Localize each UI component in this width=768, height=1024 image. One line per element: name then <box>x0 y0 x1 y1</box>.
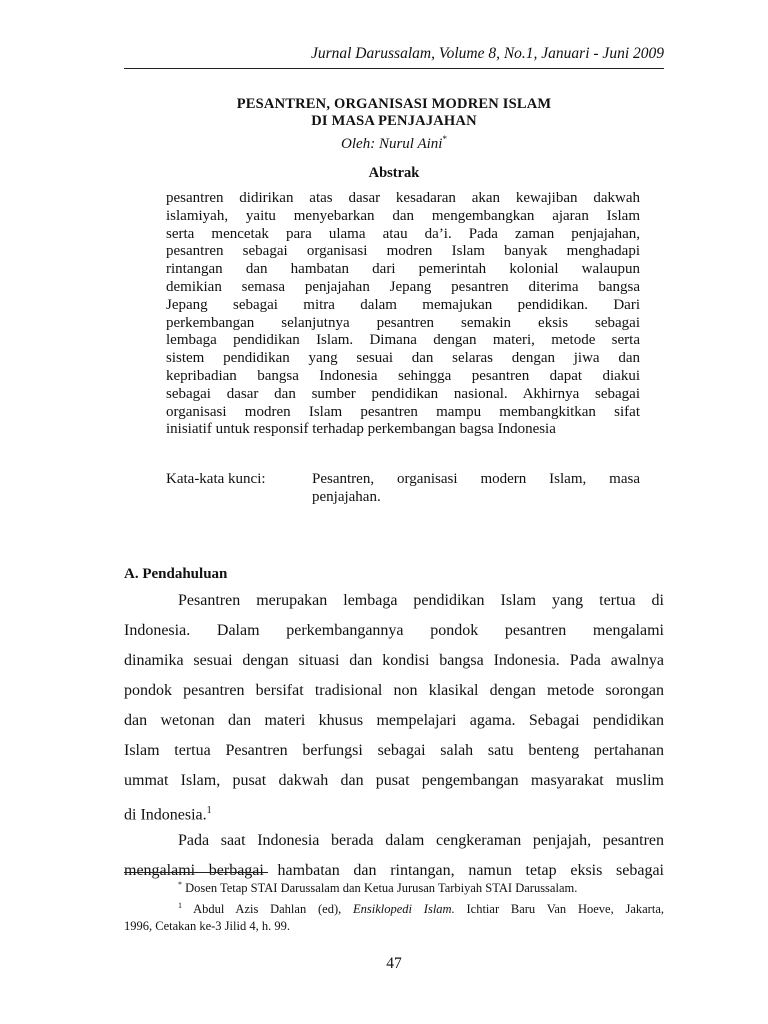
footnote-2-mark: 1 <box>178 901 182 911</box>
body-line-with-footnote <box>124 800 664 830</box>
body-line: Indonesia. Dalam perkembangannya pondok pesantren mengalami <box>124 622 664 639</box>
abstract-line: sebagai dasar dan sumber pendidikan nasional. Akhirnya sebagai <box>166 385 640 402</box>
abstract-line: demikian semasa penjajahan Jepang pesantren diterima bangsa <box>166 278 640 295</box>
body-line: mengalami berbagai hambatan dan rintangan, namun tetap eksis sebagai <box>124 862 664 879</box>
abstract-line: kepribadian bangsa Indonesia sehingga pesantren dapat diakui <box>166 367 640 384</box>
footnote-ref: 1 <box>206 805 212 816</box>
footnote-2 <box>124 897 664 918</box>
footnote-rule <box>124 872 268 873</box>
footnote-2-continued: 1996, Cetakan ke-3 Jilid 4, h. 99. <box>124 919 290 934</box>
abstract-line: Jepang sebagai mitra dalam memajukan pendidikan. Dari <box>166 296 640 313</box>
abstract-heading: Abstrak <box>368 165 420 181</box>
abstract-line: sistem pendidikan yang sesuai dan selaras dengan jiwa dan <box>166 350 640 367</box>
footnote-1-text: Dosen Tetap STAI Darussalam dan Ketua Jurusan Tarbiyah STAI Darussalam. <box>182 881 578 896</box>
abstract-line: lembaga pendidikan Islam. Dimana dengan materi, metode serta <box>166 332 640 349</box>
footnotes <box>124 876 664 935</box>
footnote-1 <box>124 876 664 897</box>
body-line: di Indonesia. <box>124 806 207 824</box>
author-footnote-mark: * <box>442 134 447 144</box>
abstract-line: perkembangan selanjutnya pesantren semakin eksis sebagai <box>166 314 640 331</box>
abstract-line: islamiyah, yaitu menyebarkan dan mengembangkan ajaran Islam <box>166 207 640 224</box>
keywords-label: Kata-kata kunci: <box>166 471 266 487</box>
footnote-2-text-a: Abdul Azis Dahlan (ed), <box>182 902 354 917</box>
running-header: Jurnal Darussalam, Volume 8, No.1, Januari - Juni 2009 <box>124 44 664 69</box>
body-line: pondok pesantren bersifat tradisional non klasikal dengan metode sorongan <box>124 682 664 699</box>
abstract-line: pesantren sebagai organisasi modren Islam banyak menghadapi <box>166 243 640 260</box>
body-line: ummat Islam, pusat dakwah dan pusat pengembangan masyarakat muslim <box>124 772 664 789</box>
keywords-text <box>312 470 640 506</box>
abstract-line: pesantren didirikan atas dasar kesadaran akan kewajiban dakwah <box>166 190 640 206</box>
main-body <box>124 590 664 890</box>
body-line: dan wetonan dan materi khusus mempelajari agama. Sebagai pendidikan <box>124 712 664 729</box>
keywords-line-1: Pesantren, organisasi modern Islam, masa <box>312 471 640 487</box>
footnote-2-text-b: Ichtiar Baru Van Hoeve, Jakarta, <box>454 902 664 917</box>
author-name: Oleh: Nurul Aini <box>341 136 443 152</box>
body-line: Pesantren merupakan lembaga pendidikan Islam yang tertua di <box>178 592 664 609</box>
abstract-line: serta mencetak para ulama atau da’i. Pada zaman penjajahan, <box>166 225 640 242</box>
author-line <box>124 130 664 153</box>
body-line: dinamika sesuai dengan situasi dan kondisi bangsa Indonesia. Pada awalnya <box>124 652 664 669</box>
keywords-line-2: penjajahan. <box>312 489 381 505</box>
body-line: Pada saat Indonesia berada dalam cengkeraman penjajah, pesantren <box>178 832 664 849</box>
abstract-line: inisiatif untuk responsif terhadap perkembangan bagsa Indonesia <box>166 421 556 438</box>
abstract-line: rintangan dan hambatan dari pemerintah kolonial walaupun <box>166 261 640 278</box>
page-number: 47 <box>386 955 402 972</box>
article-title-line-1: PESANTREN, ORGANISASI MODREN ISLAM <box>236 96 552 112</box>
footnote-1-mark: * <box>178 880 182 889</box>
abstract-line: organisasi modren Islam pesantren mampu membangkitkan sifat <box>166 403 640 420</box>
title-block <box>124 96 664 153</box>
footnote-2-italic: Ensiklopedi Islam. <box>353 902 455 917</box>
article-title-line-2: DI MASA PENJAJAHAN <box>311 113 477 129</box>
section-heading: A. Pendahuluan <box>124 566 228 582</box>
body-line: Islam tertua Pesantren berfungsi sebagai salah satu benteng pertahanan <box>124 742 664 759</box>
abstract-body <box>166 190 640 439</box>
